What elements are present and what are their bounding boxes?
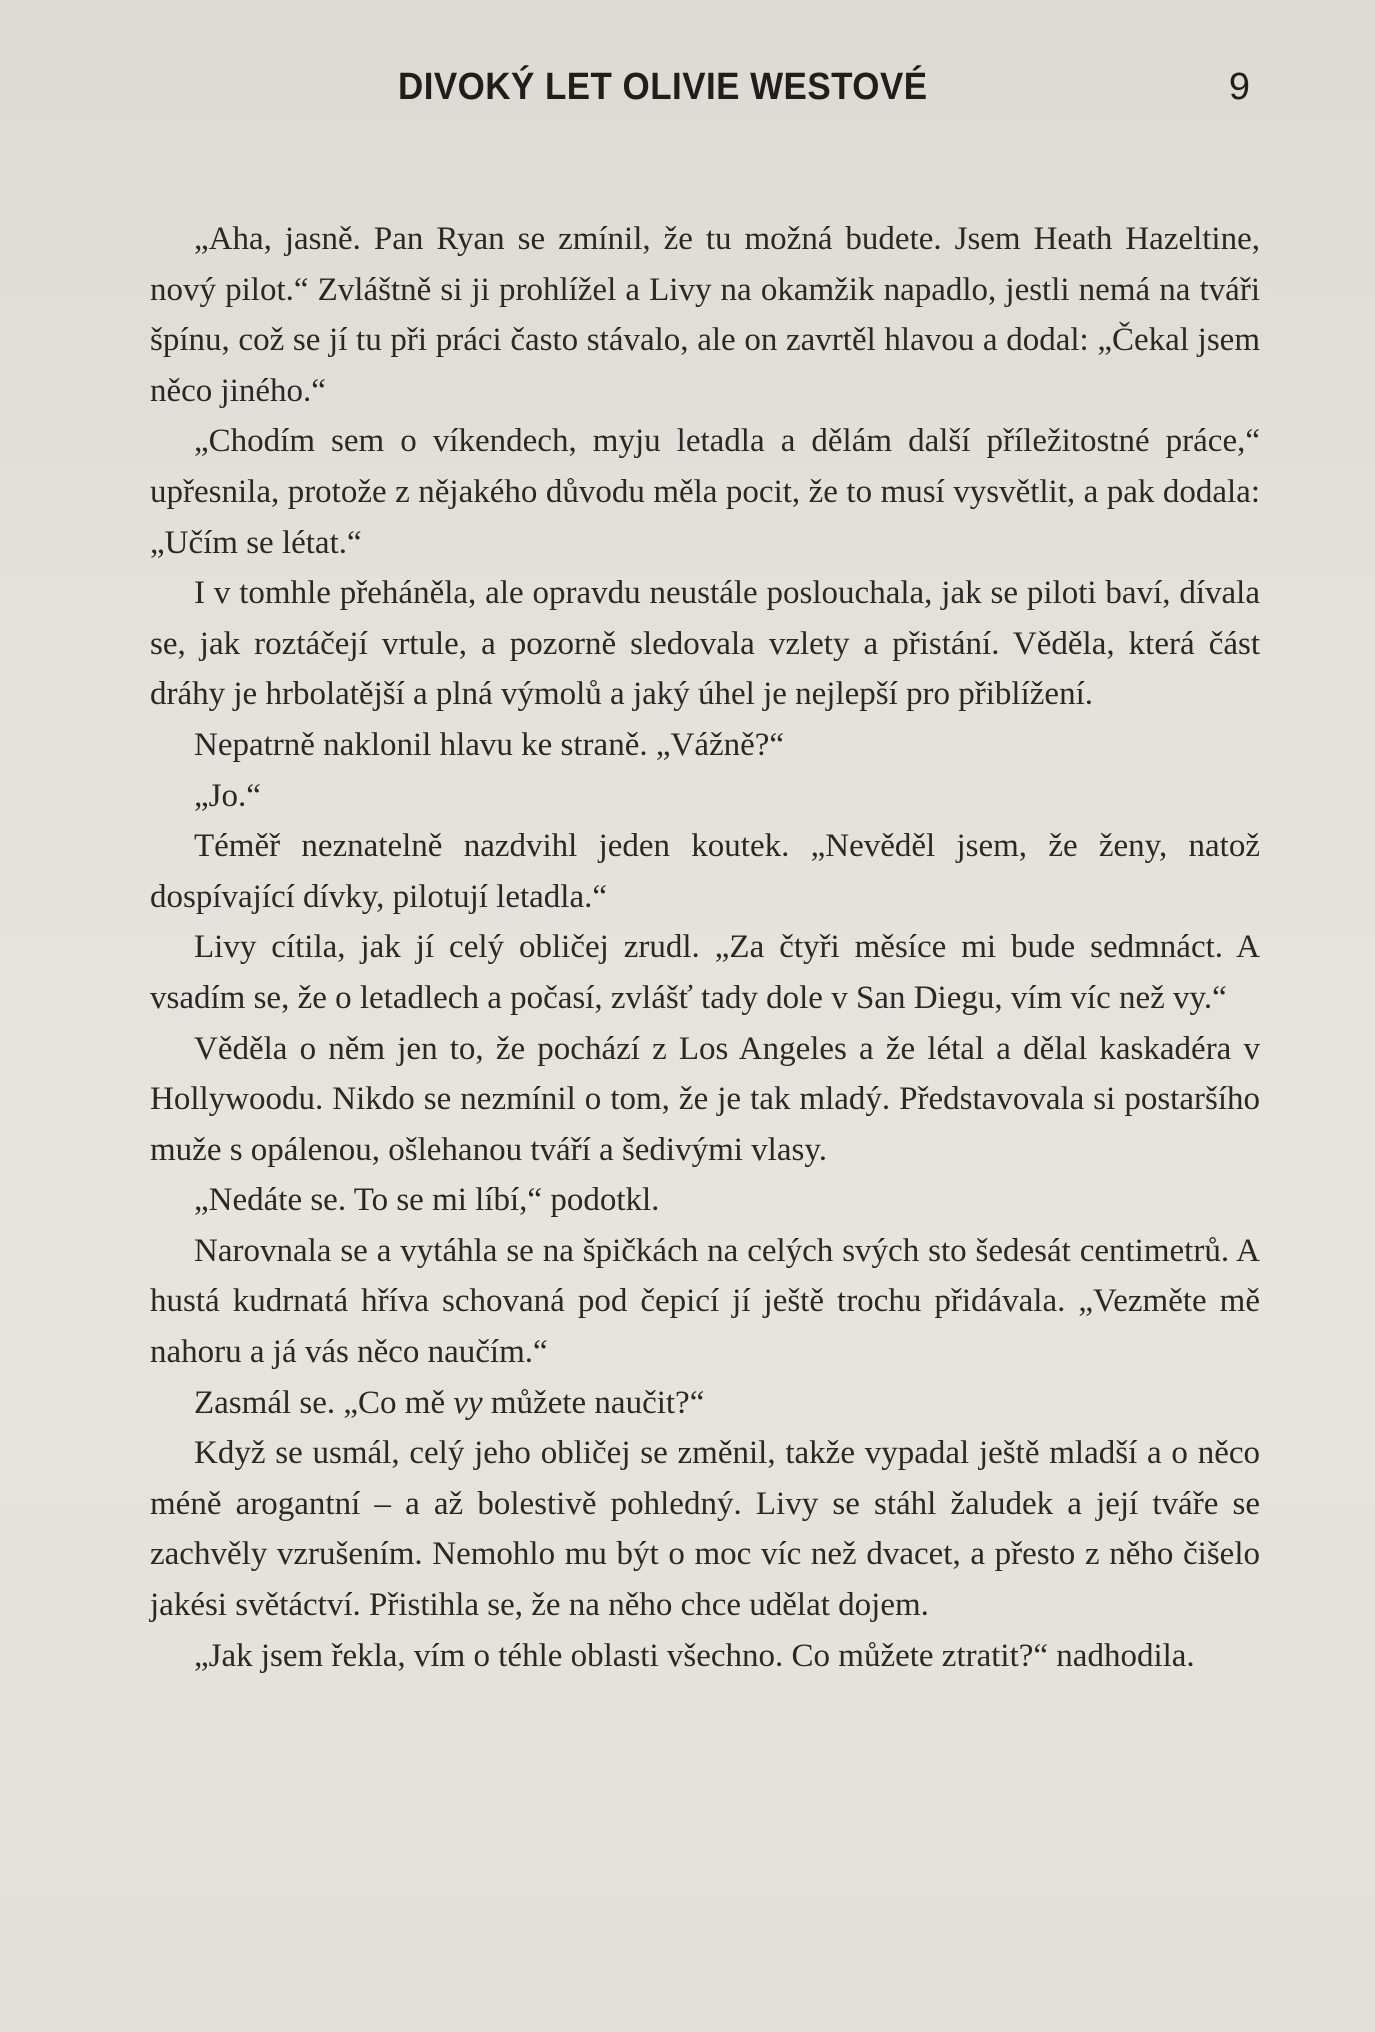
paragraph xyxy=(150,1378,1260,1429)
paragraph: Věděla o něm jen to, že pochází z Los Angeles a že létal a dělal kaskadéra v Hollywoodu. Nikdo se nezmínil o tom, že je tak mladý. Představovala si postaršího muže s opálenou, ošlehanou tváří a šedivými vlasy. xyxy=(150,1030,1260,1168)
paragraph: Když se usmál, celý jeho obličej se změnil, takže vypadal ještě mladší a o něco méně arogantní – a až bolestivě pohledný. Livy se stáhl žaludek a její tváře se zachvěly vzrušením. Nemohlo mu být o moc víc než dvacet, a přesto z něho čišelo jakési světáctví. Přistihla se, že na něho chce udělat dojem. xyxy=(150,1435,1260,1624)
page-header xyxy=(150,66,1250,126)
paragraph: Narovnala se a vytáhla se na špičkách na celých svých sto šedesát centimetrů. A hustá kudrnatá hříva schovaná pod čepicí jí ještě trochu přidávala. „Vezměte mě nahoru a já vás něco naučím.“ xyxy=(150,1232,1260,1371)
paragraph: Livy cítila, jak jí celý obličej zrudl. „Za čtyři měsíce mi bude sedmnáct. A vsadím se, že o letadlech a počasí, zvlášť tady dole v San Diegu, vím víc než vy.“ xyxy=(150,929,1260,1016)
paragraph: „Aha, jasně. Pan Ryan se zmínil, že tu možná budete. Jsem Heath Hazeltine, nový pilot.“ Zvláštně si ji prohlížel a Livy na okamžik napadlo, jestli nemá na tváři špínu, což se jí tu při práci často stávalo, ale on zavrtěl hlavou a dodal: „Čekal jsem něco jiného.“ xyxy=(150,221,1260,409)
paragraph-text: Zasmál se. „Co mě xyxy=(194,1384,454,1421)
body-text xyxy=(150,214,1260,1681)
paragraph: „Jo.“ xyxy=(194,777,261,814)
paragraph-text: můžete naučit?“ xyxy=(482,1384,705,1421)
paragraph: Nepatrně naklonil hlavu ke straně. „Vážně?“ xyxy=(194,726,785,763)
page-number: 9 xyxy=(1228,66,1250,108)
paragraph: „Jak jsem řekla, vím o téhle oblasti všechno. Co můžete ztratit?“ nadhodila. xyxy=(194,1637,1195,1674)
paragraph: „Chodím sem o víkendech, myju letadla a dělám další příležitostné práce,“ upřesnila, protože z nějakého důvodu měla pocit, že to musí vysvětlit, a pak dodala: „Učím se létat.“ xyxy=(150,423,1260,561)
emphasized-word: vy xyxy=(453,1384,483,1421)
running-title: DIVOKÝ LET OLIVIE WESTOVÉ xyxy=(398,66,928,108)
paragraph: „Nedáte se. To se mi líbí,“ podotkl. xyxy=(194,1182,660,1219)
paragraph: I v tomhle přeháněla, ale opravdu neustále poslouchala, jak se piloti baví, dívala se, jak roztáčejí vrtule, a pozorně sledovala vzlety a přistání. Věděla, která část dráhy je hrbolatější a plná výmolů a jaký úhel je nejlepší pro přiblížení. xyxy=(150,575,1260,713)
paragraph: Téměř neznatelně nazdvihl jeden koutek. „Nevěděl jsem, že ženy, natož dospívající dívky, pilotují letadla.“ xyxy=(150,828,1260,915)
